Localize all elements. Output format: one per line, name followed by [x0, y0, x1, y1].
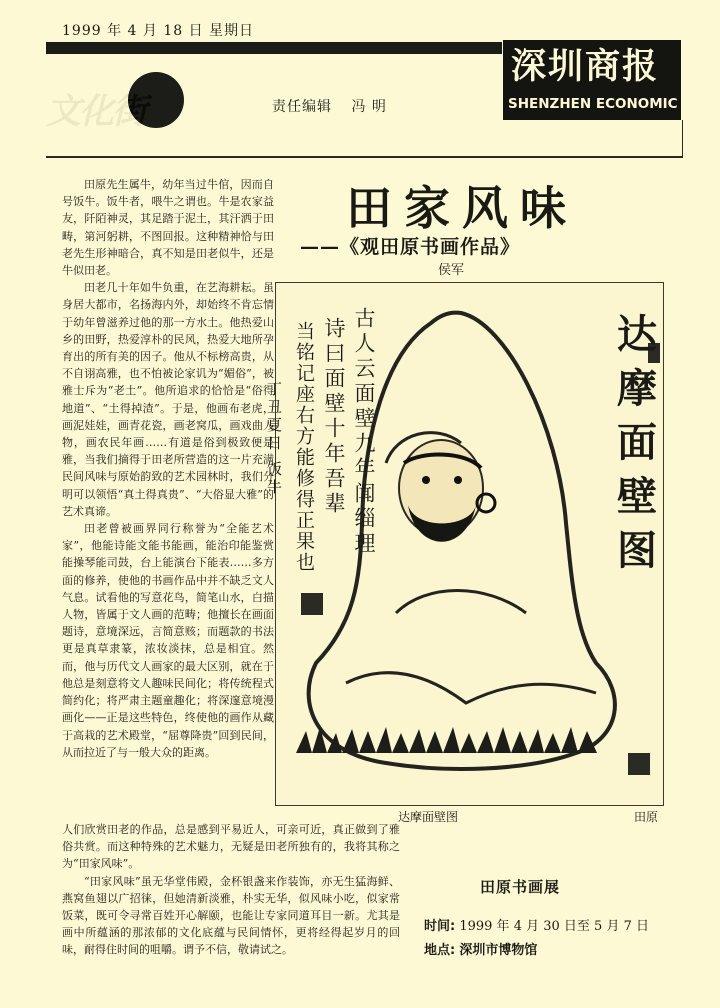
newspaper-name-en: SHENZHEN ECONOMIC DAIL: [508, 96, 718, 112]
painting-artist: 田原: [634, 810, 659, 824]
painting-image: [265, 282, 664, 806]
signature: 丁丑夏日 饭牛: [265, 381, 283, 497]
column-logo: [46, 70, 246, 136]
section-rule: [46, 156, 682, 158]
exhibition-place-value: 深圳市博物馆: [459, 943, 538, 958]
exhibition-place: [424, 939, 537, 958]
exhibition-time: [424, 915, 649, 934]
editor-label: 责任编辑: [272, 99, 332, 115]
article-paragraph: 田老曾被画界同行称誉为“全能艺术家”，他能诗能文能书能画，能治印能鉴赏能操琴能司鼓，台上能演台下能表……多方面的修养，使他的书画作品中并不缺乏文人气息。试看他的写意花鸟，简笔山水，白描人物，皆属于文人画的范畴；他擅长在画面题诗，意境深远，言简意赅；而题款的书法更是真草隶篆，浓妆淡抹，总是相宜。然而，他与历代文人画家的最大区别，就在于他总是刻意将文人趣味民间化；将传统程式简约化；将严肃主题童趣化；将深邃意境漫画化——正是这些特色，终使他的画作从藏于高栽的艺术殿堂，“屈尊降贵”回到民间，从而拉近了与一般大众的距离。: [62, 522, 274, 759]
article-paragraph: 人们欣赏田老的作品，总是感到平易近人，可亲可近，真正做到了雅俗共赏。而这种特殊的艺术魅力，无疑是田老所独有的，我将其称之为“田家风味”。: [62, 823, 400, 871]
exhibition-time-label: 时间:: [424, 919, 456, 934]
article-body: [62, 176, 274, 761]
column-name: 文化街: [46, 92, 146, 132]
inscription-column: 当铭记座右方能修得正果也: [293, 321, 315, 573]
newspaper-name-cn: 深圳商报: [511, 46, 660, 87]
article-paragraph: 田原先生属牛，幼年当过牛倌，因而自号饭牛。饭牛者，喂牛之谓也。牛是农家益友，阡陌神灵，其足踏于泥土，其汗洒于田畴，第河躬耕，不图回报。这种精神恰与田老先生形神暗合，真不知是田老似牛，还是牛似田老。: [62, 178, 274, 278]
article-paragraph: 田老几十年如牛负重，在艺海耕耘。虽身居大都市，名扬海内外，却始终不肯忘情于幼年曾滋养过他的那一方水土。他热爱山乡的田野，热爱淳朴的民风，热爱大地所孕育出的所有美的因子。他从不标榜高贵，从不自诩高雅，也不怕被论家讥为“媚俗”，被雅士斥为“老土”。他所追求的恰恰是“俗得地道”、“土得掉渣”。于是，他画布老虎，画泥娃娃，画青花瓷，画老窝瓜，画戏曲人物，画农民年画……有道是俗到极致便是雅，当我们摘得于田老所营造的这一片充满民间风味与原始韵致的艺术园林时，我们分明可以领悟“真土得真贵”、“大俗显大雅”的艺术真谛。: [62, 281, 274, 518]
newspaper-logo: [503, 40, 718, 120]
eye-right: [454, 476, 462, 484]
bodhidharma-painting: [265, 283, 663, 805]
robe-fold: [396, 591, 526, 614]
section-rule-vertical: [682, 120, 683, 158]
exhibition-time-value: 1999 年 4 月 30 日至 5 月 7 日: [459, 919, 649, 934]
article-subtitle: ——《观田原书画作品》: [300, 236, 521, 258]
issue-date: 1999 年 4 月 18 日 星期日: [62, 23, 255, 39]
article-paragraph: “田家风味”虽无华堂伟殿，金杯银盏来作装饰，亦无生猛海鲜、燕窝鱼翅以广招徕，但她清新淡雅，朴实无华，似风味小吃，似家常饭菜，既可令寻常百姓开心解颐，也能让专家同道耳目一新。尤其是画中所蕴涵的那浓郁的文化底蕴与民间情怀，更将经得起岁月的回味，耐得住时间的咀嚼。谓予不信，敬请试之。: [62, 874, 400, 957]
header-rule: [46, 42, 502, 54]
exhibition-title: 田原书画展: [480, 878, 561, 896]
seal-stamp: [301, 593, 323, 615]
painting-title-vertical: 达摩面壁图: [610, 313, 658, 583]
seal-stamp: [628, 753, 650, 775]
article-continuation: [62, 821, 400, 959]
article-author: 侯军: [438, 263, 465, 278]
exhibition-place-label: 地点:: [424, 943, 456, 958]
inscription-column: 古人云面壁九年闻缁理: [352, 307, 376, 557]
eye-left: [422, 476, 430, 484]
editor-name: 冯 明: [351, 99, 387, 115]
article-title: 田家风味: [346, 181, 578, 235]
inscription-column: 诗曰面壁十年吾辈: [322, 317, 346, 517]
editor-credit: [272, 96, 401, 116]
painting-caption: 达摩面壁图: [398, 810, 459, 824]
robe-knees: [346, 673, 596, 703]
